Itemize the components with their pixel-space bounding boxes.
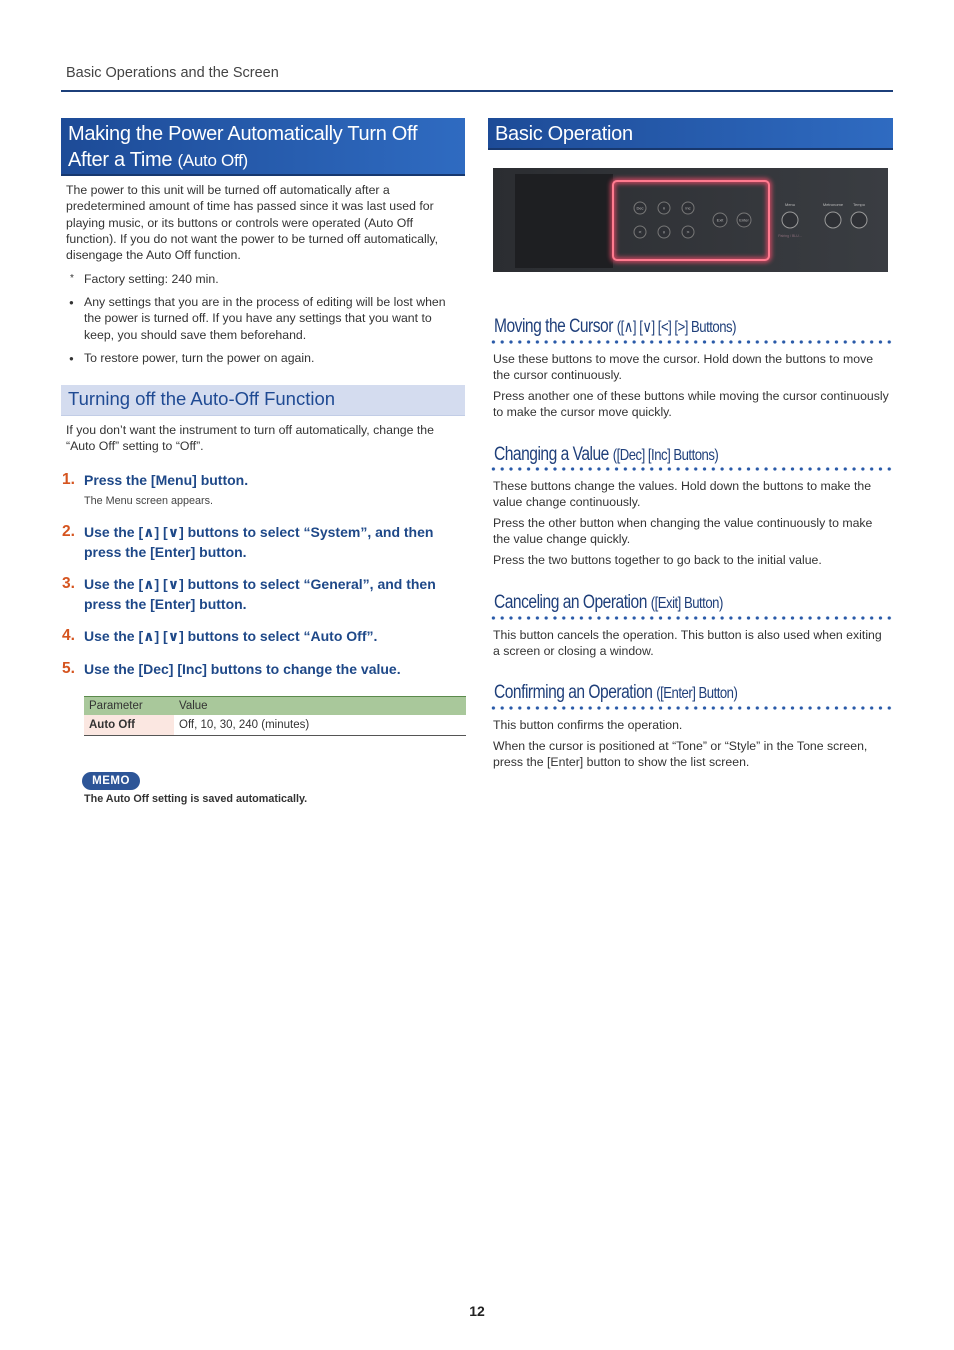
paragraph: These buttons change the values. Hold down the buttons to make the value change continuously. — [493, 479, 872, 510]
button-left[interactable] — [634, 226, 646, 238]
panel-label-right: > — [686, 229, 690, 235]
button-inc[interactable] — [682, 202, 694, 214]
step-3 — [62, 575, 464, 614]
intro-paragraph: The power to this unit will be turned off automatically after a predetermined amount of time has passed since it was last used for playing music, or its buttons or controls were operated (Auto Off function). If you do not want the power to be turned off automatically, disengage the Auto Off function. — [66, 183, 439, 263]
heading-changing-value — [494, 444, 892, 466]
header-rule — [61, 90, 893, 92]
heading-main: Moving the Cursor — [494, 316, 613, 337]
page-number: 12 — [469, 1303, 485, 1319]
heading-main: Changing a Value — [494, 444, 609, 465]
button-down[interactable] — [658, 226, 670, 238]
heading-moving-cursor — [494, 316, 892, 338]
bullet-item-1 — [69, 294, 464, 343]
table-cell-value: Off, 10, 30, 240 (minutes) — [174, 715, 466, 736]
heading-text — [494, 444, 718, 466]
factory-setting-note — [70, 271, 462, 287]
heading-text — [494, 316, 736, 338]
heading-sub: ([∧] [∨] [<] [>] Buttons) — [616, 319, 736, 336]
heading-canceling-operation — [494, 592, 892, 614]
section-body-changing-value — [493, 478, 891, 573]
panel-label-enter: Enter — [739, 217, 749, 223]
subsection-intro — [66, 422, 462, 459]
step-number: 1. — [62, 471, 75, 488]
bullet-text-1: Any settings that you are in the process of editing will be lost when the power is turned off. If you have any settings that you want to keep, you should save them beforehand. — [84, 295, 446, 342]
subsection-intro-text: If you don’t want the instrument to turn off automatically, change the “Auto Off” setting to “Off”. — [66, 423, 434, 454]
button-right[interactable] — [682, 226, 694, 238]
paragraph: Press the two buttons together to go back to the initial value. — [493, 553, 822, 568]
step-number: 4. — [62, 627, 75, 644]
heading-main: Confirming an Operation — [494, 682, 653, 703]
panel-label-down: ∨ — [662, 229, 666, 235]
basic-operation-title: Basic Operation — [495, 123, 633, 145]
paragraph: This button cancels the operation. This button is also used when exiting a screen or closing a window. — [493, 628, 882, 659]
panel-label-left: < — [638, 229, 642, 235]
panel-display — [515, 174, 613, 268]
title-line-2-text: After a Time — [68, 149, 173, 171]
step-number: 5. — [62, 660, 75, 677]
bullet-icon: ● — [69, 298, 74, 307]
heading-confirming-operation — [494, 682, 892, 704]
memo-text: The Auto Off setting is saved automatically. — [84, 793, 308, 805]
paragraph: Use these buttons to move the cursor. Hold down the buttons to move the cursor continuously. — [493, 352, 874, 383]
table-row — [84, 715, 466, 736]
table-header-value: Value — [174, 697, 466, 716]
panel-label-exit: Exit — [716, 217, 724, 223]
heading-main: Canceling an Operation — [494, 592, 647, 613]
panel-label-up: ∧ — [662, 205, 666, 211]
section-body-moving-cursor — [493, 351, 889, 425]
paragraph: When the cursor is positioned at “Tone” or “Style” in the Tone screen, press the [Enter] button to show the list screen. — [493, 738, 868, 770]
subsection-title-turn-off-auto-off: Turning off the Auto-Off Function — [61, 385, 465, 416]
panel-label-menu: Menu — [784, 202, 796, 207]
panel-label-tempo: Tempo — [852, 202, 866, 207]
step-1 — [62, 471, 464, 491]
heading-text — [494, 592, 723, 614]
step-1-note: The Menu screen appears. — [84, 495, 214, 507]
memo-badge: MEMO — [82, 772, 140, 790]
control-panel-photo — [493, 168, 888, 272]
button-dec[interactable] — [634, 202, 646, 214]
button-enter[interactable] — [737, 213, 751, 227]
section-title-auto-off — [61, 118, 465, 176]
auto-off-intro — [66, 182, 462, 268]
factory-setting-text: Factory setting: 240 min. — [84, 272, 219, 286]
paragraph: Press another one of these buttons while moving the cursor continuously to make the cursor move quickly. — [493, 389, 889, 420]
paragraph: This button confirms the operation. — [493, 718, 683, 732]
step-number: 2. — [62, 523, 75, 540]
button-exit[interactable] — [713, 213, 727, 227]
title-line-2 — [68, 147, 458, 174]
table-header-parameter: Parameter — [84, 697, 174, 716]
paragraph: Press the other button when changing the value continuously to make the value change quickly. — [493, 516, 873, 547]
step-2 — [62, 523, 464, 562]
panel-label-metronome: Metronome — [822, 202, 844, 207]
heading-sub: ([Exit] Button) — [650, 595, 723, 612]
button-up[interactable] — [658, 202, 670, 214]
step-text: Use the [∧] [∨] buttons to select “System”, and then press the [Enter] button. — [84, 524, 434, 560]
title-line-1: Making the Power Automatically Turn Off — [68, 123, 418, 145]
heading-text — [494, 682, 737, 704]
heading-sub: ([Dec] [Inc] Buttons) — [612, 447, 719, 464]
heading-sub: ([Enter] Button) — [656, 685, 738, 702]
dotted-rule — [489, 706, 893, 710]
button-tempo[interactable] — [851, 202, 867, 228]
section-body-confirming-operation — [493, 717, 889, 775]
step-text: Use the [∧] [∨] buttons to select “General”, and then press the [Enter] button. — [84, 576, 436, 612]
dotted-rule — [489, 340, 893, 344]
step-text: Use the [Dec] [Inc] buttons to change the value. — [84, 661, 401, 677]
step-5 — [62, 660, 464, 680]
parameter-table — [84, 696, 466, 736]
step-text: Press the [Menu] button. — [84, 472, 249, 488]
asterisk-mark: * — [70, 273, 74, 284]
title-paren: (Auto Off) — [177, 151, 248, 170]
table-header-row — [84, 697, 466, 716]
panel-label-dec: Dec — [636, 205, 644, 211]
bullet-item-2 — [69, 350, 464, 366]
step-4 — [62, 627, 464, 647]
running-header: Basic Operations and the Screen — [66, 65, 279, 81]
dotted-rule — [489, 616, 893, 620]
panel-small-text: Pairing / BLU... — [778, 234, 802, 238]
section-body-canceling-operation — [493, 627, 889, 664]
panel-label-inc: Inc — [685, 205, 691, 211]
bullet-text-2: To restore power, turn the power on again. — [84, 351, 315, 365]
dotted-rule — [489, 467, 893, 471]
section-title-basic-operation — [488, 118, 893, 150]
bullet-icon: ● — [69, 354, 74, 363]
step-number: 3. — [62, 575, 75, 592]
step-text: Use the [∧] [∨] buttons to select “Auto Off”. — [84, 628, 378, 644]
table-cell-parameter: Auto Off — [84, 715, 174, 736]
